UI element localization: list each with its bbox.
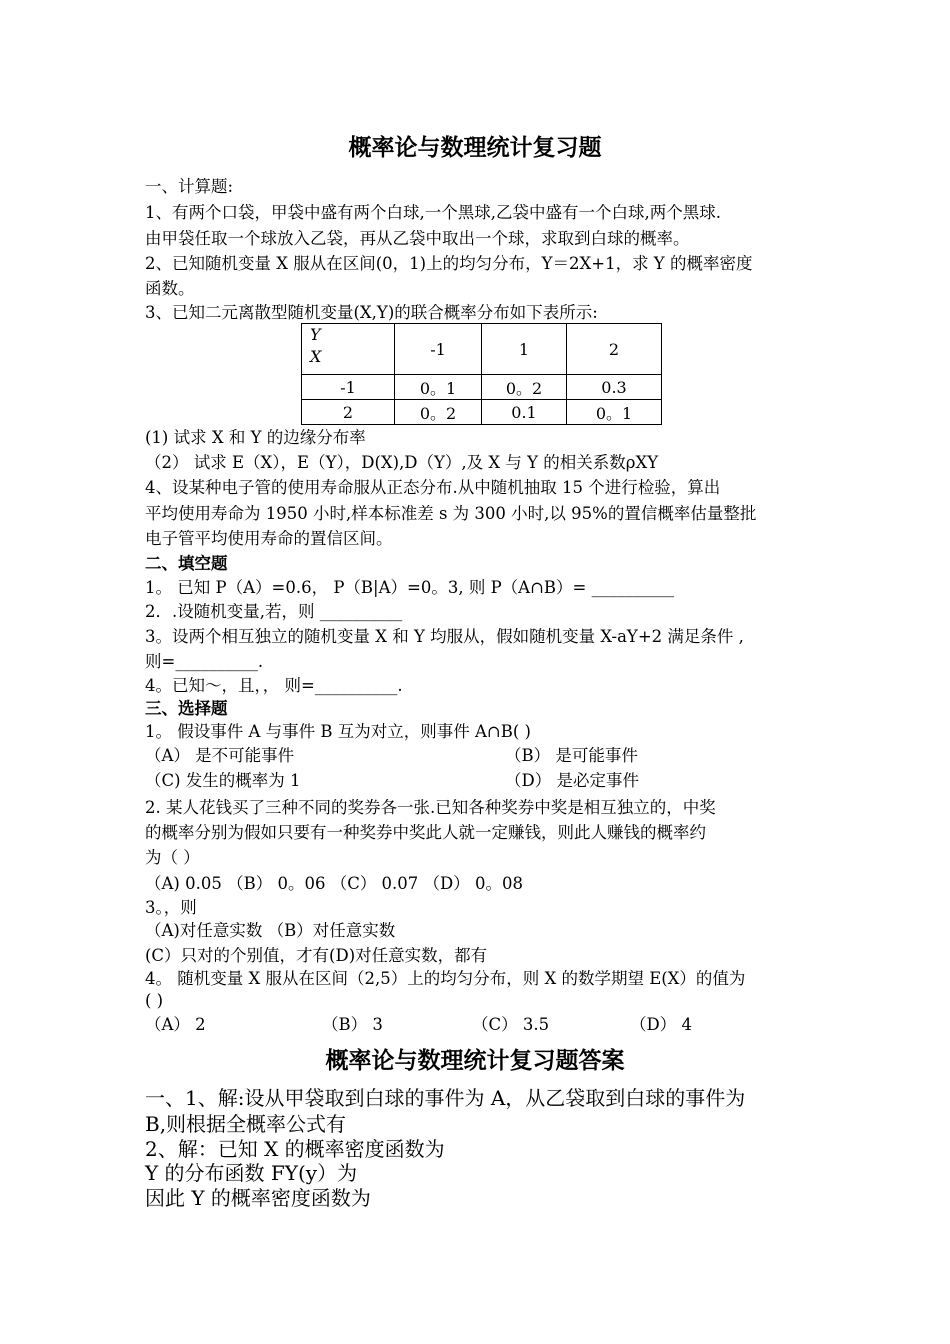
choice-question-2-line-3: 为（ ） — [145, 848, 200, 867]
question-4-line-3: 电子管平均使用寿命的置信区间。 — [145, 529, 393, 548]
table-col-header: 1 — [482, 324, 567, 375]
section-heading-fill: 二、填空题 — [145, 554, 228, 573]
table-cell: 0。1 — [567, 400, 662, 425]
choice-3-options-cd: (C）只对的个别值，才有(D)对任意实数，都有 — [145, 946, 488, 965]
choice-question-4-line-1: 4。 随机变量 X 服从在区间（2,5）上的均匀分布，则 X 的数学期望 E(X）的值为 — [145, 969, 746, 988]
choice-1-option-b: （B） 是可能事件 — [505, 746, 638, 765]
answer-1-line-1: 一、1、解:设从甲袋取到白球的事件为 A，从乙袋取到白球的事件为 — [145, 1086, 746, 1110]
choice-question-4-line-2: ( ) — [145, 991, 164, 1010]
question-4-line-2: 平均使用寿命为 1950 小时,样本标准差 s 为 300 小时,以 95%的置信概率估量整批 — [145, 504, 757, 523]
question-2-line-2: 函数。 — [145, 279, 195, 298]
table-cell: 0.3 — [567, 375, 662, 400]
table-col-header: 2 — [567, 324, 662, 375]
table-cell: 0。2 — [482, 375, 567, 400]
table-cell: 0。2 — [395, 400, 482, 425]
answer-2-line-3: 因此 Y 的概率密度函数为 — [145, 1186, 371, 1210]
answers-title: 概率论与数理统计复习题答案 — [325, 1047, 625, 1074]
question-3-part-1: (1) 试求 X 和 Y 的边缘分布率 — [145, 428, 366, 447]
table-row-label: -1 — [302, 375, 395, 400]
table-corner-cell — [302, 324, 395, 375]
choice-question-1: 1。 假设事件 A 与事件 B 互为对立，则事件 A∩B( ) — [145, 722, 531, 741]
answer-1-line-2: B,则根据全概率公式有 — [145, 1112, 347, 1136]
choice-3-options-ab: （A)对任意实数 （B）对任意实数 — [145, 921, 396, 940]
choice-4-option-b: （B） 3 — [322, 1015, 383, 1034]
choice-4-option-c: （C） 3.5 — [472, 1015, 550, 1034]
section-heading-calc: 一、计算题: — [145, 177, 234, 196]
corner-y-label: Y — [310, 325, 321, 344]
fill-question-3-line-2: 则=__________. — [145, 652, 264, 671]
fill-question-3-line-1: 3。设两个相互独立的随机变量 X 和 Y 均服从，假如随机变量 X-aY+2 满足条件 , — [145, 627, 744, 646]
choice-4-option-d: （D） 4 — [630, 1015, 692, 1034]
section-heading-choice: 三、选择题 — [145, 699, 228, 718]
choice-question-2-line-2: 的概率分别为假如只要有一种奖券中奖此人就一定赚钱，则此人赚钱的概率约 — [145, 823, 706, 842]
corner-x-label: X — [310, 347, 322, 366]
answer-2-line-1: 2、解：已知 X 的概率密度函数为 — [145, 1137, 445, 1161]
fill-question-2: 2．.设随机变量,若，则 __________ — [145, 602, 403, 621]
choice-question-3: 3。，则 — [145, 898, 197, 917]
table-row-label: 2 — [302, 400, 395, 425]
choice-question-2-line-1: 2. 某人花钱买了三种不同的奖券各一张.已知各种奖券中奖是相互独立的，中奖 — [145, 798, 716, 817]
question-3-part-2: （2） 试求 E（X），E（Y），D(X),D（Y）,及 X 与 Y 的相关系数ρXY — [145, 453, 659, 472]
table-col-header: -1 — [395, 324, 482, 375]
choice-1-option-c: （C) 发生的概率为 1 — [145, 771, 301, 790]
question-3-line-1: 3、已知二元离散型随机变量(X,Y)的联合概率分布如下表所示: — [145, 303, 598, 322]
table-cell: 0。1 — [395, 375, 482, 400]
question-4-line-1: 4、设某种电子管的使用寿命服从正态分布.从中随机抽取 15 个进行检验，算出 — [145, 478, 721, 497]
choice-1-option-a: （A） 是不可能事件 — [145, 746, 295, 765]
table-row — [302, 375, 662, 400]
fill-question-1: 1。 已知 P（A）=0.6， P（B|A）=0。3, 则 P（A∩B）= __________ — [145, 578, 675, 597]
table-row — [302, 400, 662, 425]
table-cell: 0.1 — [482, 400, 567, 425]
question-1-line-2: 由甲袋任取一个球放入乙袋，再从乙袋中取出一个球，求取到白球的概率。 — [145, 229, 690, 248]
page-title: 概率论与数理统计复习题 — [348, 134, 602, 161]
question-1-line-1: 1、有两个口袋，甲袋中盛有两个白球,一个黑球,乙袋中盛有一个白球,两个黑球. — [145, 203, 721, 222]
choice-2-options: （A) 0.05 （B） 0。06 （C） 0.07 （D） 0。08 — [145, 874, 524, 893]
joint-distribution-table — [301, 323, 662, 425]
answer-2-line-2: Y 的分布函数 FY(y）为 — [145, 1161, 358, 1185]
choice-1-option-d: （D） 是必定事件 — [505, 771, 639, 790]
question-2-line-1: 2、已知随机变量 X 服从在区间(0，1)上的均匀分布，Y＝2X+1，求 Y 的概率密度 — [145, 254, 753, 273]
fill-question-4: 4。已知～，且，， 则=__________. — [145, 676, 403, 695]
choice-4-option-a: （A） 2 — [145, 1015, 206, 1034]
